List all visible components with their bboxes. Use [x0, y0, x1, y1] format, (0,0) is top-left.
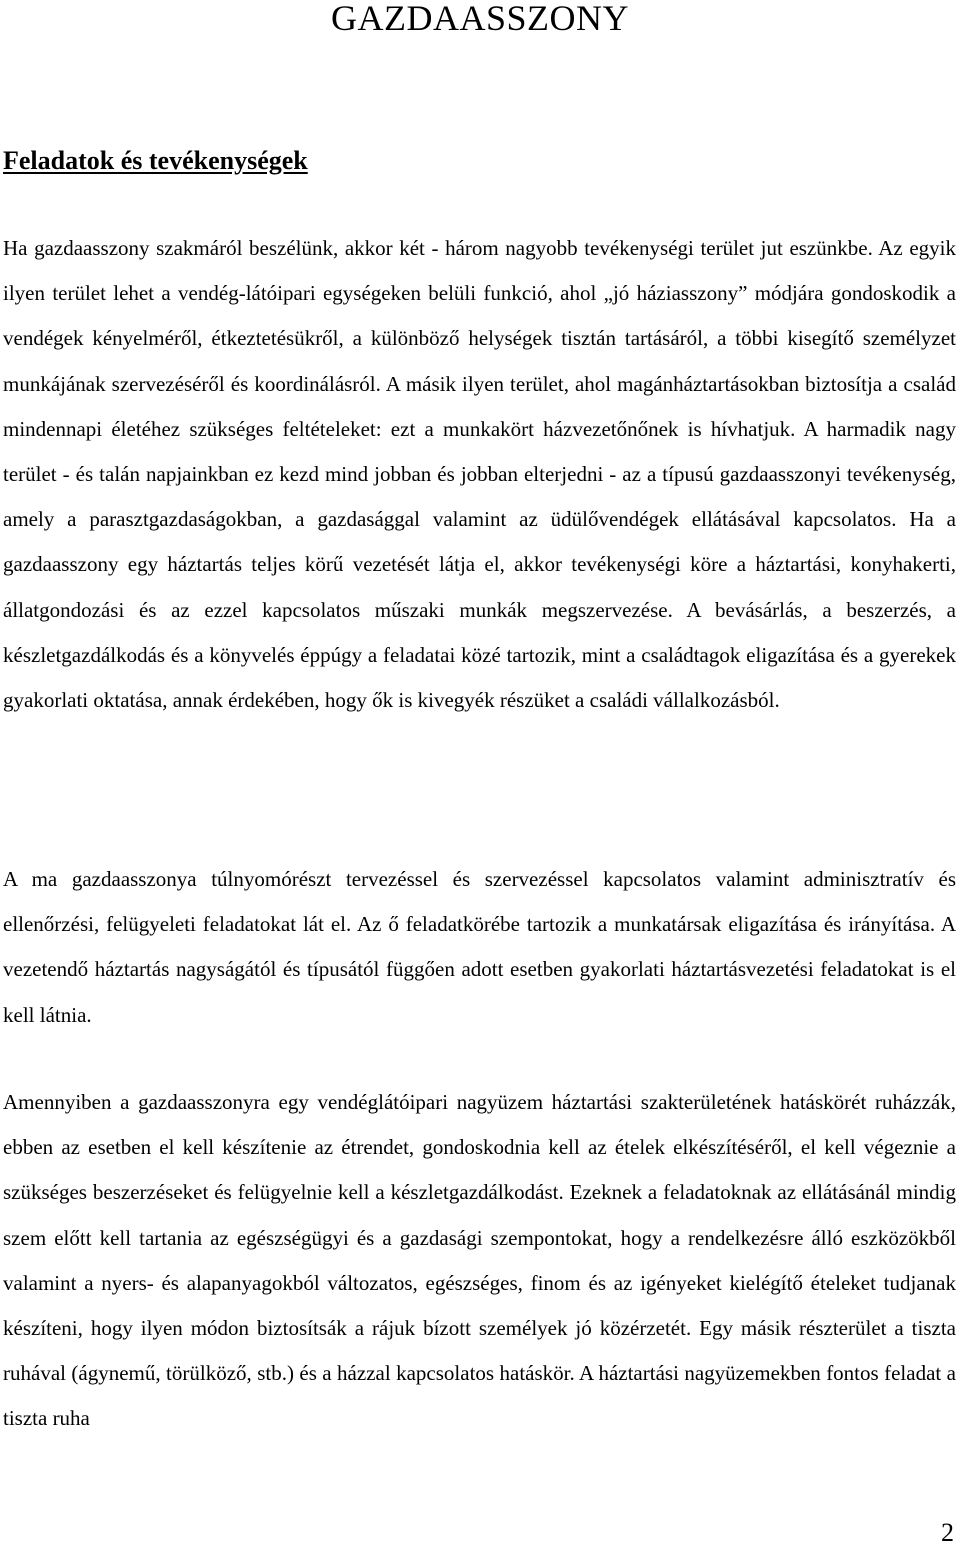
document-title: GAZDAASSZONY [330, 0, 629, 38]
body-paragraph: Ha gazdaasszony szakmáról beszélünk, akkor két - három nagyobb tevékenységi terület jut eszünkbe. Az egyik ilyen terület lehet a vendég-látóipari egységeken belüli funkció, ahol „jó háziasszony” módjára gondoskodik a vendégek kényelméről, étkeztetésükről, a különböző helységek tisztán tartásáról, a többi kisegítő személyzet munkájának szervezéséről és koordinálásról. A másik ilyen terület, ahol magánháztartásokban biztosítja a család mindennapi életéhez szükséges feltételeket: ezt a munkakört házvezetőnőnek is hívhatjuk. A harmadik nagy terület - és talán napjainkban ez kezd mind jobban és jobban elterjedni - az a típusú gazdaasszonyi tevékenység, amely a parasztgazdaságokban, a gazdasággal valamint az üdülővendégek ellátásával kapcsolatos. Ha a gazdaasszony egy háztartás teljes körű vezetését látja el, akkor tevékenységi köre a háztartási, konyhakerti, állatgondozási és az ezzel kapcsolatos műszaki munkák megszervezése. A bevásárlás, a beszerzés, a készletgazdálkodás és a könyvelés éppúgy a feladatai közé tartozik, mint a családtagok eligazítása és a gyerekek gyakorlati oktatása, annak érdekében, hogy ők is kivegyék részüket a családi vállalkozásból. [3, 236, 956, 713]
page-number: 2 [941, 1518, 954, 1547]
body-paragraph: Amennyiben a gazdaasszonyra egy vendéglátóipari nagyüzem háztartási szakterületének hatáskörét ruházzák, ebben az esetben el kell készítenie az étrendet, gondoskodnia kell az ételek elkészítéséről, el kell végeznie a szükséges beszerzéseket és felügyelnie kell a készletgazdálkodást. Ezeknek a feladatoknak az ellátásánál mindig szem előtt kell tartania az egészségügyi és a gazdasági szempontokat, hogy a rendelkezésre álló eszközökből valamint a nyers- és alapanyagokból változatos, egészséges, finom és az igényeket kielégítő ételeket tudjanak készíteni, hogy ilyen módon biztosítsák a rájuk bízott személyek jó közérzetét. Egy másik részterület a tiszta ruhával (ágynemű, törülköző, stb.) és a házzal kapcsolatos hatáskör. A háztartási nagyüzemekben fontos feladat a tiszta ruha [3, 1090, 956, 1431]
section-heading: Feladatok és tevékenységek [3, 146, 308, 175]
body-paragraph: A ma gazdaasszonya túlnyomórészt tervezéssel és szervezéssel kapcsolatos valamint adminisztratív és ellenőrzési, felügyeleti feladatokat lát el. Az ő feladatkörébe tartozik a munkatársak eligazítása és irányítása. A vezetendő háztartás nagyságától és típusától függően adott esetben gyakorlati háztartásvezetési feladatokat is el kell látnia. [3, 867, 956, 1027]
